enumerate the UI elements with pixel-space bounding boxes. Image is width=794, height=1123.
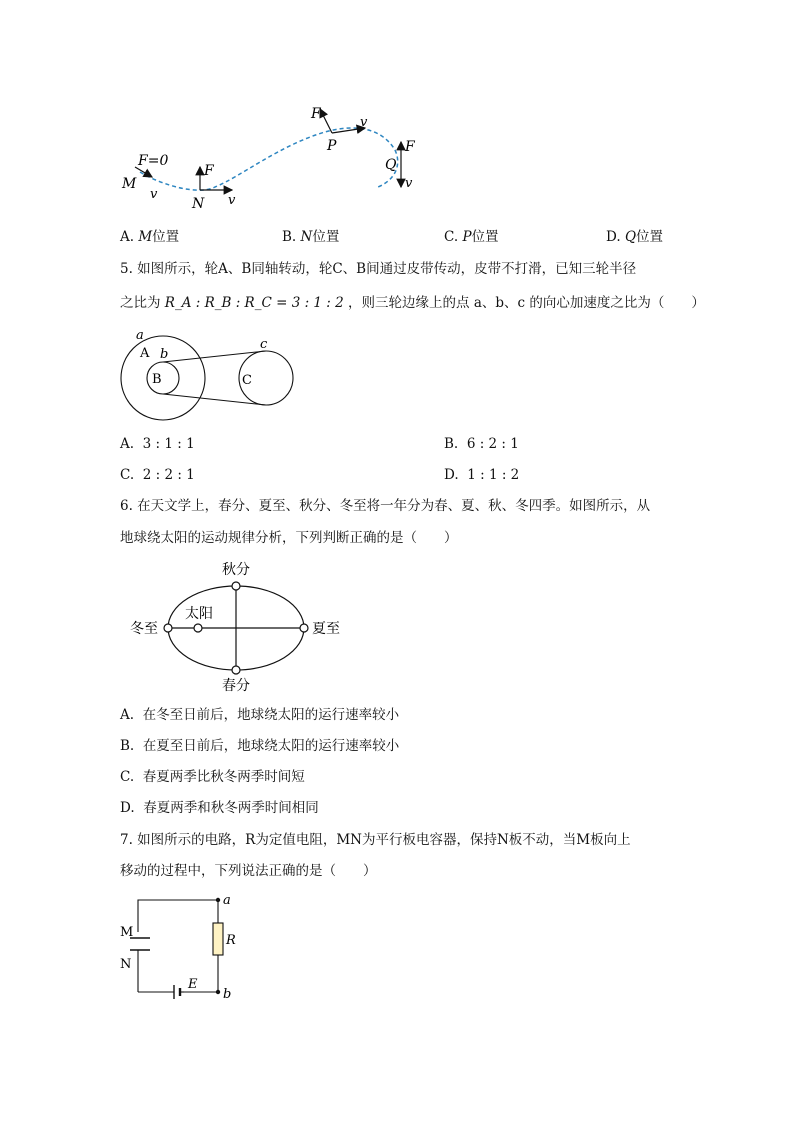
q6-option-b: B. 在夏至日前后，地球绕太阳的运行速率较小 <box>120 738 400 754</box>
q5-option-a: A. 3 : 1 : 1 <box>120 436 195 452</box>
q4-trajectory-figure <box>110 95 430 215</box>
label-a: a <box>136 328 144 343</box>
label-E: E <box>188 977 198 992</box>
label-P: P <box>327 138 337 154</box>
label-F0: F=0 <box>138 153 169 169</box>
label-M: M <box>122 176 137 192</box>
q7-stem-line2: 移动的过程中，下列说法正确的是（ ） <box>120 863 377 879</box>
label-A: A <box>140 346 150 361</box>
label-summer: 夏至 <box>312 621 340 637</box>
ratio-expression: R_A : R_B : R_C = 3 : 1 : 2 <box>164 295 344 311</box>
q5-stem-line2: 之比为 R_A : R_B : R_C = 3 : 1 : 2 ，则三轮边缘上的点 a、b、c 的向心加速度之比为（ ） <box>120 295 705 311</box>
label-B: B <box>152 372 162 387</box>
q4-option-a: A. M位置 <box>120 229 180 245</box>
q6-orbit-figure <box>128 558 358 698</box>
q5-wheels-figure <box>118 330 308 430</box>
q4-option-c: C. P位置 <box>444 229 499 245</box>
label-sun: 太阳 <box>185 606 213 622</box>
q7-circuit-figure <box>118 890 258 1005</box>
label-spring: 春分 <box>222 678 250 694</box>
label-a: a <box>223 893 231 908</box>
q6-option-a: A. 在冬至日前后，地球绕太阳的运行速率较小 <box>120 707 400 723</box>
q4-option-d: D. Q位置 <box>606 229 664 245</box>
label-v-P: v <box>360 115 368 130</box>
q6-option-c: C. 春夏两季比秋冬两季时间短 <box>120 769 305 785</box>
label-F-N: F <box>204 163 214 179</box>
q6-option-d: D. 春夏两季和秋冬两季时间相同 <box>120 800 319 816</box>
q6-stem-line2: 地球绕太阳的运动规律分析，下列判断正确的是（ ） <box>120 530 458 546</box>
label-autumn: 秋分 <box>222 562 250 578</box>
label-C: C <box>242 373 252 388</box>
label-M: M <box>120 925 134 940</box>
resistor-R <box>213 923 223 955</box>
label-Q: Q <box>385 157 397 173</box>
label-v-Q: v <box>405 176 413 191</box>
label-v-M: v <box>150 187 158 202</box>
label-v-N: v <box>228 193 236 208</box>
q6-stem-line1: 6. 在天文学上，春分、夏至、秋分、冬至将一年分为春、夏、秋、冬四季。如图所示，从 <box>120 498 651 514</box>
trajectory-curve <box>140 128 398 190</box>
label-F-Q: F <box>405 139 415 155</box>
label-winter: 冬至 <box>130 621 158 637</box>
label-N: N <box>120 957 132 972</box>
q5-stem-line1: 5. 如图所示，轮A、B同轴转动，轮C、B间通过皮带传动，皮带不打滑，已知三轮半径 <box>120 261 637 277</box>
q4-option-b: B. N位置 <box>282 229 340 245</box>
q5-option-c: C. 2 : 2 : 1 <box>120 467 195 483</box>
q5-option-d: D. 1 : 1 : 2 <box>444 467 520 483</box>
label-c: c <box>260 337 268 352</box>
label-F-P: F <box>311 106 321 122</box>
label-b: b <box>160 347 169 362</box>
label-b: b <box>223 987 232 1002</box>
label-N: N <box>192 196 205 212</box>
label-R: R <box>226 933 236 948</box>
q7-stem-line1: 7. 如图所示的电路，R为定值电阻，MN为平行板电容器，保持N板不动，当M板向上 <box>120 832 631 848</box>
q5-option-b: B. 6 : 2 : 1 <box>444 436 519 452</box>
